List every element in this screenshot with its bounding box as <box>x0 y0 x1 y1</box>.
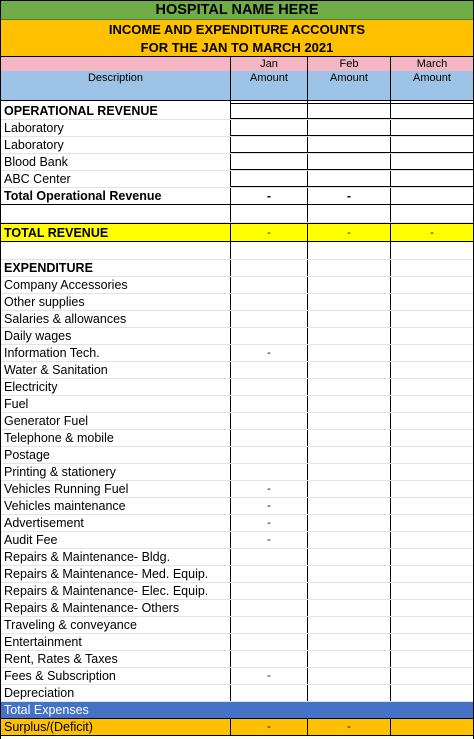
amount-cell-feb[interactable] <box>308 396 391 412</box>
table-cell[interactable] <box>391 103 473 119</box>
total-operational-revenue-feb[interactable]: - <box>308 188 391 204</box>
amount-cell-march[interactable] <box>391 328 473 344</box>
expenditure-item-label[interactable]: Repairs & Maintenance- Elec. Equip. <box>1 583 231 599</box>
expenditure-item-row <box>1 651 473 668</box>
surplus-label[interactable]: Surplus/(Deficit) <box>1 719 231 735</box>
amount-cell-jan[interactable]: - <box>231 668 308 684</box>
amount-cell-feb[interactable] <box>308 583 391 599</box>
amount-cell-jan[interactable] <box>231 171 308 187</box>
expenditure-item-label[interactable]: Vehicles Running Fuel <box>1 481 231 497</box>
expenditure-item-row <box>1 328 473 345</box>
revenue-item-label[interactable]: Laboratory <box>1 137 231 153</box>
expenditure-item-label[interactable]: Other supplies <box>1 294 231 310</box>
expenditure-item-label[interactable]: Electricity <box>1 379 231 395</box>
amount-cell-jan[interactable] <box>231 651 308 667</box>
total-revenue-march[interactable]: - <box>430 226 434 239</box>
expenditure-item-label[interactable]: Repairs & Maintenance- Med. Equip. <box>1 566 231 582</box>
amount-cell-march[interactable] <box>391 617 473 633</box>
total-revenue-row <box>1 223 473 242</box>
amount-cell-jan[interactable] <box>231 311 308 327</box>
amount-cell-march[interactable] <box>391 464 473 480</box>
expenditure-item-row <box>1 277 473 294</box>
amount-cell-feb[interactable] <box>308 447 391 463</box>
revenue-item-row <box>1 137 473 154</box>
amount-cell-jan[interactable] <box>231 430 308 446</box>
expenditure-item-label[interactable]: Company Accessories <box>1 277 231 293</box>
expenditure-item-label[interactable]: Rent, Rates & Taxes <box>1 651 231 667</box>
amount-header-feb[interactable]: Amount <box>308 71 391 100</box>
amount-cell-feb[interactable] <box>308 532 391 548</box>
amount-cell-jan[interactable] <box>231 617 308 633</box>
amount-cell-jan[interactable] <box>231 464 308 480</box>
expenditure-item-label[interactable]: Repairs & Maintenance- Others <box>1 600 231 616</box>
amount-cell-march[interactable] <box>391 345 473 361</box>
expenditure-item-label[interactable]: Advertisement <box>1 515 231 531</box>
table-cell[interactable] <box>1 205 231 222</box>
amount-cell-jan[interactable] <box>231 154 308 170</box>
expenditure-item-label[interactable]: Information Tech. <box>1 345 231 361</box>
amount-cell-feb[interactable] <box>308 668 391 684</box>
expenditure-item-row <box>1 396 473 413</box>
description-header[interactable]: Description <box>1 71 231 100</box>
expenditure-item-row <box>1 345 473 362</box>
expenditure-item-row <box>1 379 473 396</box>
amount-cell-jan[interactable] <box>231 396 308 412</box>
amount-cell-march[interactable] <box>391 668 473 684</box>
amount-cell-jan[interactable] <box>231 447 308 463</box>
amount-cell-march[interactable] <box>391 294 473 310</box>
amount-cell-feb[interactable] <box>308 379 391 395</box>
amount-cell-jan[interactable]: - <box>231 345 308 361</box>
revenue-item-row <box>1 171 473 188</box>
amount-cell-jan[interactable] <box>231 634 308 650</box>
column-header-row <box>1 71 473 101</box>
amount-cell-feb[interactable] <box>308 120 391 136</box>
amount-cell-feb[interactable] <box>308 154 391 170</box>
expenditure-item-row <box>1 668 473 685</box>
amount-cell-jan[interactable] <box>231 566 308 582</box>
table-cell[interactable] <box>231 205 308 222</box>
expenditure-item-row <box>1 634 473 651</box>
amount-cell-feb[interactable] <box>308 498 391 514</box>
table-cell[interactable] <box>231 103 308 119</box>
amount-cell-jan[interactable] <box>231 137 308 153</box>
expenditure-item-row <box>1 532 473 549</box>
amount-cell-jan[interactable] <box>231 413 308 429</box>
amount-cell-march[interactable] <box>391 634 473 650</box>
amount-cell-march[interactable] <box>391 532 473 548</box>
amount-cell-jan[interactable] <box>231 120 308 136</box>
amount-cell-march[interactable] <box>391 120 473 136</box>
table-cell[interactable] <box>391 205 473 222</box>
expenditure-item-label[interactable]: Telephone & mobile <box>1 430 231 446</box>
surplus-march[interactable] <box>391 719 473 735</box>
expenditure-item-row <box>1 583 473 600</box>
revenue-item-row <box>1 120 473 137</box>
amount-cell-feb[interactable] <box>308 328 391 344</box>
expenditure-item-row <box>1 566 473 583</box>
amount-cell-feb[interactable] <box>308 362 391 378</box>
revenue-heading[interactable]: OPERATIONAL REVENUE <box>1 103 231 119</box>
expenditure-item-row <box>1 413 473 430</box>
expenditure-item-label[interactable]: Postage <box>1 447 231 463</box>
amount-cell-feb[interactable] <box>308 311 391 327</box>
amount-cell-march[interactable] <box>391 566 473 582</box>
amount-cell-march[interactable] <box>391 685 473 701</box>
expenditure-item-label[interactable]: Fuel <box>1 396 231 412</box>
expenditure-heading[interactable]: EXPENDITURE <box>1 260 231 276</box>
total-revenue-jan[interactable]: - <box>231 224 308 241</box>
surplus-row <box>1 719 473 736</box>
amount-cell-feb[interactable] <box>308 345 391 361</box>
revenue-items <box>1 120 473 188</box>
total-expenses-march[interactable] <box>391 702 473 718</box>
blank-row <box>1 242 473 260</box>
expenditure-item-row <box>1 481 473 498</box>
expenditure-item-row <box>1 294 473 311</box>
total-expenses-jan[interactable] <box>231 702 308 718</box>
amount-cell-feb[interactable] <box>308 566 391 582</box>
amount-cell-jan[interactable]: - <box>231 481 308 497</box>
amount-cell-march[interactable] <box>391 481 473 497</box>
amount-cell-march[interactable] <box>391 430 473 446</box>
amount-header-march[interactable]: Amount <box>413 72 451 84</box>
revenue-heading-row <box>1 103 473 120</box>
amount-cell-feb[interactable] <box>308 277 391 293</box>
amount-cell-march[interactable] <box>391 651 473 667</box>
month-march[interactable]: March <box>416 58 448 70</box>
amount-cell-march[interactable] <box>391 600 473 616</box>
total-operational-revenue-row <box>1 188 473 205</box>
table-cell[interactable] <box>308 242 391 259</box>
table-cell[interactable] <box>308 205 391 222</box>
total-operational-revenue-label[interactable]: Total Operational Revenue <box>1 188 231 204</box>
amount-cell-feb[interactable] <box>308 685 391 701</box>
amount-cell-march[interactable] <box>391 137 473 153</box>
expenditure-item-label[interactable]: Entertainment <box>1 634 231 650</box>
expenditure-item-label[interactable]: Depreciation <box>1 685 231 701</box>
total-expenses-feb[interactable] <box>308 702 391 718</box>
amount-cell-jan[interactable] <box>231 362 308 378</box>
table-cell[interactable] <box>231 260 308 276</box>
amount-cell-feb[interactable] <box>308 481 391 497</box>
amount-cell-march[interactable] <box>391 549 473 565</box>
expenditure-items <box>1 277 473 702</box>
expenditure-item-label[interactable]: Daily wages <box>1 328 231 344</box>
amount-cell-jan[interactable] <box>231 583 308 599</box>
amount-cell-feb[interactable] <box>308 413 391 429</box>
expenditure-item-row <box>1 515 473 532</box>
report-period[interactable]: FOR THE JAN TO MARCH 2021 <box>1 39 473 57</box>
table-cell[interactable] <box>308 103 391 119</box>
amount-cell-march[interactable] <box>391 171 473 187</box>
hospital-name-title[interactable]: HOSPITAL NAME HERE <box>1 1 473 20</box>
amount-cell-feb[interactable] <box>308 617 391 633</box>
amount-cell-march[interactable] <box>391 362 473 378</box>
total-revenue-label[interactable]: TOTAL REVENUE <box>1 224 231 241</box>
amount-header-jan[interactable]: Amount <box>231 71 308 100</box>
total-operational-revenue-jan[interactable]: - <box>231 188 308 204</box>
revenue-item-label[interactable]: ABC Center <box>1 171 231 187</box>
expenditure-item-row <box>1 685 473 702</box>
amount-cell-march[interactable] <box>391 396 473 412</box>
revenue-item-row <box>1 154 473 171</box>
amount-cell-feb[interactable] <box>308 515 391 531</box>
expenditure-item-label[interactable]: Audit Fee <box>1 532 231 548</box>
expenditure-item-row <box>1 430 473 447</box>
expenditure-item-row <box>1 362 473 379</box>
amount-cell-feb[interactable] <box>308 651 391 667</box>
amount-cell-march[interactable] <box>391 154 473 170</box>
total-expenses-label[interactable]: Total Expenses <box>1 702 231 718</box>
amount-cell-feb[interactable] <box>308 171 391 187</box>
expenditure-item-label[interactable]: Vehicles maintenance <box>1 498 231 514</box>
month-header-row <box>1 57 473 71</box>
table-cell[interactable] <box>1 242 231 259</box>
amount-cell-feb[interactable] <box>308 549 391 565</box>
expenditure-item-label[interactable]: Generator Fuel <box>1 413 231 429</box>
expenditure-item-row <box>1 311 473 328</box>
month-feb[interactable]: Feb <box>308 57 391 71</box>
table-cell[interactable] <box>391 260 473 276</box>
amount-cell-jan[interactable] <box>231 549 308 565</box>
amount-cell-feb[interactable] <box>308 600 391 616</box>
expenditure-item-row <box>1 549 473 566</box>
expenditure-item-row <box>1 447 473 464</box>
amount-cell-march[interactable] <box>391 311 473 327</box>
amount-cell-jan[interactable] <box>231 685 308 701</box>
amount-cell-jan[interactable] <box>231 277 308 293</box>
amount-cell-jan[interactable] <box>231 600 308 616</box>
amount-cell-march[interactable] <box>391 583 473 599</box>
expenditure-item-row <box>1 464 473 481</box>
expenditure-item-row <box>1 600 473 617</box>
total-operational-revenue-march[interactable] <box>391 188 473 204</box>
amount-cell-march[interactable] <box>391 515 473 531</box>
amount-cell-jan[interactable]: - <box>231 532 308 548</box>
total-expenses-row <box>1 702 473 719</box>
amount-cell-jan[interactable]: - <box>231 498 308 514</box>
report-title[interactable]: INCOME AND EXPENDITURE ACCOUNTS <box>1 20 473 39</box>
revenue-item-label[interactable]: Laboratory <box>1 120 231 136</box>
expenditure-item-label[interactable]: Fees & Subscription <box>1 668 231 684</box>
expenditure-item-label[interactable]: Water & Sanitation <box>1 362 231 378</box>
expenditure-heading-row <box>1 260 473 277</box>
table-cell[interactable] <box>308 260 391 276</box>
amount-cell-march[interactable] <box>391 379 473 395</box>
expenditure-item-label[interactable]: Repairs & Maintenance- Bldg. <box>1 549 231 565</box>
amount-cell-march[interactable] <box>391 413 473 429</box>
amount-cell-jan[interactable]: - <box>231 515 308 531</box>
month-header-blank[interactable] <box>1 57 231 71</box>
expenditure-item-label[interactable]: Printing & stationery <box>1 464 231 480</box>
total-revenue-feb[interactable]: - <box>308 224 391 241</box>
amount-cell-march[interactable] <box>391 498 473 514</box>
expenditure-item-label[interactable]: Salaries & allowances <box>1 311 231 327</box>
amount-cell-feb[interactable] <box>308 137 391 153</box>
surplus-feb[interactable]: - <box>308 719 391 735</box>
amount-cell-jan[interactable] <box>231 328 308 344</box>
amount-cell-jan[interactable] <box>231 379 308 395</box>
table-cell[interactable] <box>231 242 308 259</box>
amount-cell-feb[interactable] <box>308 294 391 310</box>
amount-cell-feb[interactable] <box>308 430 391 446</box>
amount-cell-feb[interactable] <box>308 464 391 480</box>
expenditure-item-label[interactable]: Traveling & conveyance <box>1 617 231 633</box>
surplus-jan[interactable]: - <box>231 719 308 735</box>
amount-cell-jan[interactable] <box>231 294 308 310</box>
table-cell[interactable] <box>391 242 473 259</box>
revenue-item-label[interactable]: Blood Bank <box>1 154 231 170</box>
blank-row <box>1 205 473 223</box>
month-jan[interactable]: Jan <box>231 57 308 71</box>
expenditure-item-row <box>1 617 473 634</box>
amount-cell-feb[interactable] <box>308 634 391 650</box>
amount-cell-march[interactable] <box>391 277 473 293</box>
expenditure-item-row <box>1 498 473 515</box>
amount-cell-march[interactable] <box>391 447 473 463</box>
